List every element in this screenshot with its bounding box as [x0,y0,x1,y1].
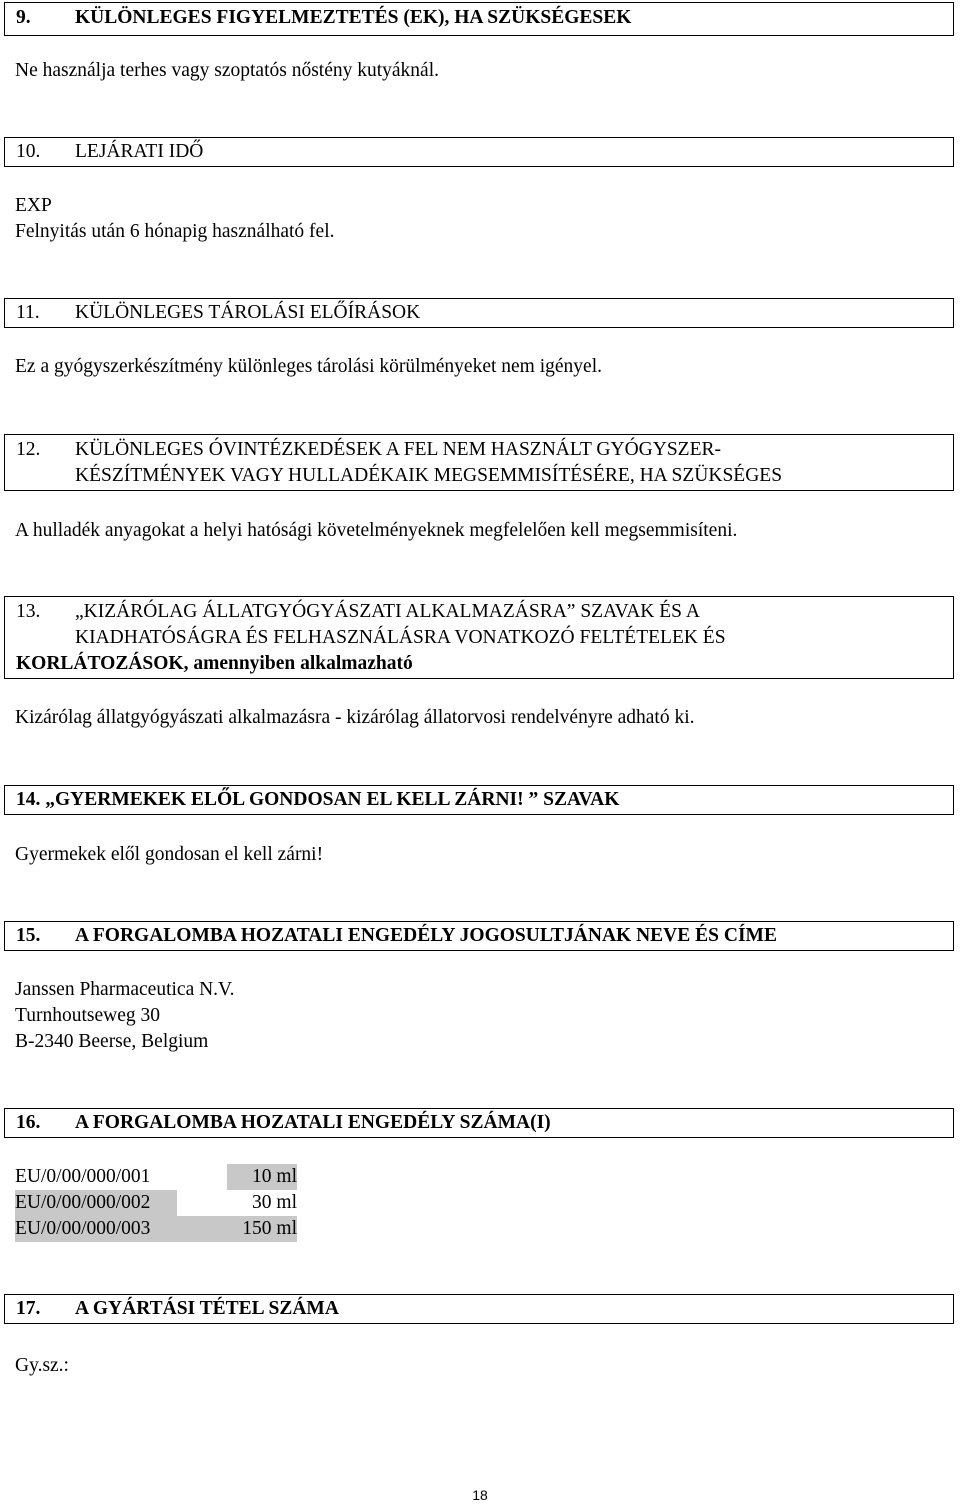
section-10-number: 10. [16,141,41,162]
section-13-header [4,596,954,679]
section-9-number: 9. [16,7,31,28]
section-12-title-line-1: KÜLÖNLEGES ÓVINTÉZKEDÉSEK A FEL NEM HASZNÁLT GYÓGYSZER- [75,439,722,460]
section-11-number: 11. [16,302,40,323]
section-13-title-line-2: KIADHATÓSÁGRA ÉS FELHASZNÁLÁSRA VONATKOZÓ FELTÉTELEK ÉS [75,627,726,648]
section-10-header [4,137,954,167]
section-12-header [4,434,954,491]
authorisation-number: EU/0/00/000/002 [15,1190,177,1216]
pack-volume: 10 ml [227,1164,297,1190]
section-11-header [4,298,954,328]
pack-volume: 30 ml [252,1192,297,1213]
section-16-header [4,1108,954,1138]
section-14-title: 14. „GYERMEKEK ELŐL GONDOSAN EL KELL ZÁRNI! ” SZAVAK [16,789,620,810]
section-14-text: Gyermekek elől gondosan el kell zárni! [15,844,324,865]
section-10-text: Felnyitás után 6 hónapig használható fel. [15,221,335,242]
section-15-city: B-2340 Beerse, Belgium [15,1031,209,1052]
section-15-street: Turnhoutseweg 30 [15,1005,160,1026]
authorisation-number: EU/0/00/000/003 [15,1216,177,1242]
section-13-number: 13. [16,601,41,622]
section-9-text: Ne használja terhes vagy szoptatós nőstény kutyáknál. [15,60,440,81]
section-13-title-line-3: KORLÁTOZÁSOK, amennyiben alkalmazható [16,653,413,674]
section-12-number: 12. [16,439,41,460]
batch-number-label: Gy.sz.: [15,1355,69,1376]
section-15-holder-name: Janssen Pharmaceutica N.V. [15,979,235,1000]
section-12-title-line-2: KÉSZÍTMÉNYEK VAGY HULLADÉKAIK MEGSEMMISÍTÉSÉRE, HA SZÜKSÉGES [75,465,783,486]
section-16-number: 16. [16,1112,41,1133]
table-row [15,1164,297,1190]
pack-volume: 150 ml [227,1216,297,1242]
section-13-title-line-1: „KIZÁRÓLAG ÁLLATGYÓGYÁSZATI ALKALMAZÁSRA” SZAVAK ÉS A [75,601,700,622]
section-15-title: A FORGALOMBA HOZATALI ENGEDÉLY JOGOSULTJÁNAK NEVE ÉS CÍME [75,925,777,946]
section-15-header [4,921,954,951]
section-13-text: Kizárólag állatgyógyászati alkalmazásra - kizárólag állatorvosi rendelvényre adható ki. [15,707,695,728]
authorisation-numbers-table [15,1164,297,1242]
page-number: 18 [472,1487,488,1503]
section-14-header [4,785,954,815]
table-row [15,1190,297,1216]
section-9-title: KÜLÖNLEGES FIGYELMEZTETÉS (EK), HA SZÜKSÉGESEK [75,7,632,28]
section-9-header [4,2,954,36]
section-10-exp: EXP [15,195,52,216]
section-11-text: Ez a gyógyszerkészítmény különleges tárolási körülményeket nem igényel. [15,356,602,377]
section-11-title: KÜLÖNLEGES TÁROLÁSI ELŐÍRÁSOK [75,302,421,323]
section-10-title: LEJÁRATI IDŐ [75,141,204,162]
section-17-title: A GYÁRTÁSI TÉTEL SZÁMA [75,1298,339,1319]
section-12-text: A hulladék anyagokat a helyi hatósági követelményeknek megfelelően kell megsemmisíteni. [15,520,738,541]
section-15-number: 15. [16,925,41,946]
section-17-header [4,1294,954,1324]
table-row [15,1216,297,1242]
authorisation-number: EU/0/00/000/001 [15,1166,151,1187]
section-16-title: A FORGALOMBA HOZATALI ENGEDÉLY SZÁMA(I) [75,1112,551,1133]
section-17-number: 17. [16,1298,41,1319]
